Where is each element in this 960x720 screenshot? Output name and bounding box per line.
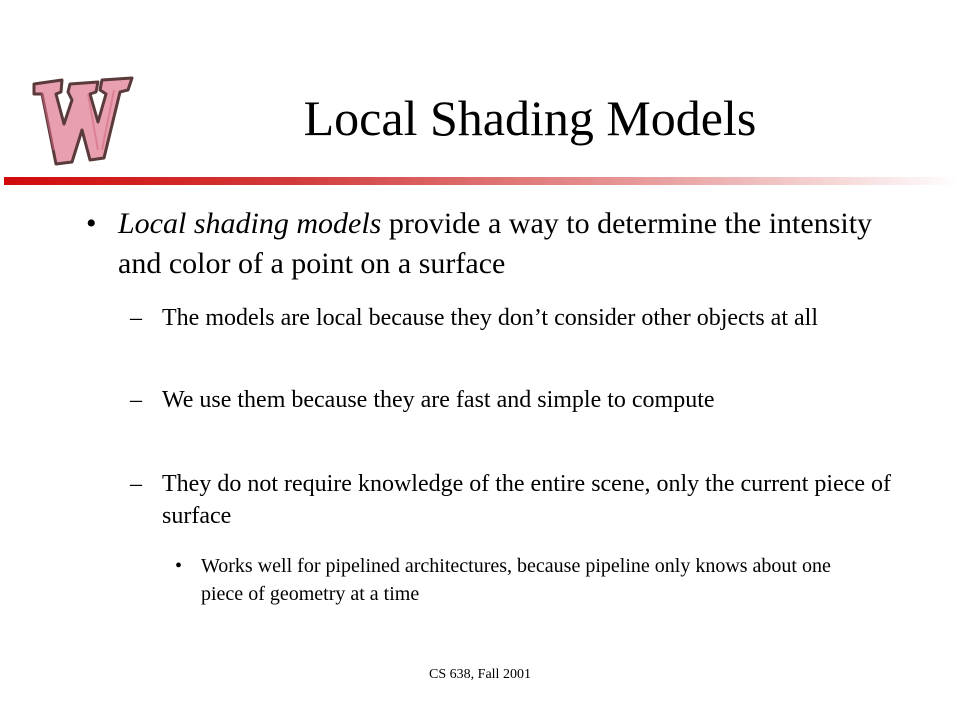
subbullet-3-text: They do not require knowledge of the entire scene, only the current piece of surface — [162, 471, 892, 529]
bullet-mark: • — [86, 207, 97, 240]
subbullet-1-text: The models are local because they don’t consider other objects at all — [162, 305, 818, 331]
dash-mark: – — [130, 471, 142, 497]
subbullet-2-text: We use them because they are fast and simple to compute — [162, 387, 715, 413]
subsubbullet-1-text: Works well for pipelined architectures, because pipeline only knows about one piece of geometry at a time — [201, 555, 831, 605]
bullet-main-italic: Local shading models — [118, 207, 382, 240]
bullet-main-rest: provide a way to determine the intensity and color of a point on a surface — [118, 207, 873, 280]
slide-footer: CS 638, Fall 2001 — [429, 667, 531, 682]
dash-mark: – — [130, 387, 142, 413]
dash-mark: – — [130, 305, 142, 331]
bullet-mark: • — [175, 555, 183, 577]
slide-title: Local Shading Models — [303, 90, 757, 146]
bullet-main-text — [118, 204, 888, 284]
